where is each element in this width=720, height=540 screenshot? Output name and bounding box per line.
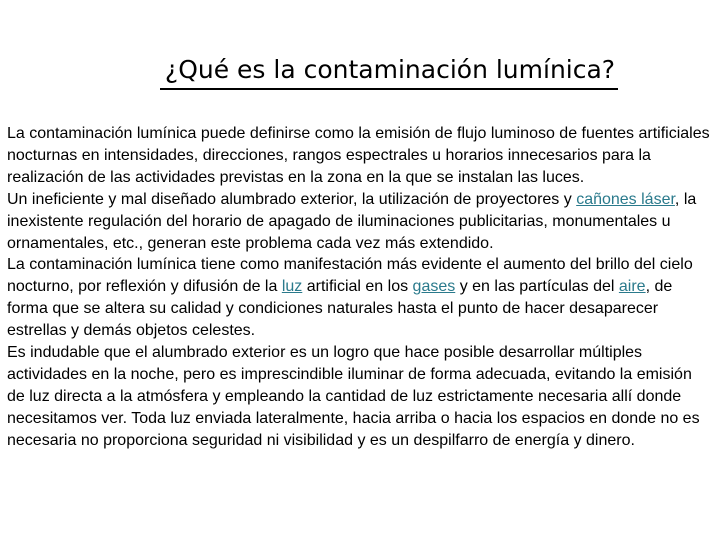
paragraph-manifestation-text-2: artificial en los <box>302 278 413 296</box>
paragraph-causes <box>7 189 713 255</box>
body-text <box>7 123 713 452</box>
link-aire[interactable]: aire <box>618 278 646 296</box>
paragraph-manifestation-text-4: , de forma que se altera su calidad y condiciones naturales hasta el punto de hacer desaparecer estrellas y demás objetos celestes. <box>7 278 673 340</box>
link-gases[interactable]: gases <box>412 278 456 296</box>
link-luz[interactable]: luz <box>281 278 303 296</box>
paragraph-causes-text-1: Un ineficiente y mal diseñado alumbrado exterior, la utilización de proyectores y <box>7 190 577 208</box>
paragraph-definition: La contaminación lumínica puede definirse como la emisión de flujo luminoso de fuentes artificiales nocturnas en intensidades, direcciones, rangos espectrales u horarios innecesarios para la realización de las actividades previstas en la zona en la que se instalan las luces. <box>7 125 710 186</box>
paragraph-manifestation-text-1: La contaminación lumínica tiene como manifestación más evidente el aumento del brillo del cielo nocturno, por reflexión y difusión de la <box>7 256 693 296</box>
link-canones-laser[interactable]: cañones láser <box>576 190 675 208</box>
paragraph-causes-text-2: , la inexistente regulación del horario de apagado de iluminaciones publicitarias, monumentales u ornamentales, etc., generan este problema cada vez más extendido. <box>7 190 697 252</box>
page-title: ¿Qué es la contaminación lumínica? <box>164 55 616 84</box>
paragraph-manifestation <box>7 254 713 342</box>
paragraph-conclusion: Es indudable que el alumbrado exterior es un logro que hace posible desarrollar múltiples actividades en la noche, pero es imprescindible iluminar de forma adecuada, evitando la emisión de luz directa a la atmósfera y empleando la cantidad de luz estrictamente necesaria allí donde necesitamos ver. Toda luz enviada lateralmente, hacia arriba o hacia los espacios en donde no es necesaria no proporciona seguridad ni visibilidad y es un despilfarro de energía y dinero. <box>7 344 700 449</box>
title-underline <box>160 88 618 90</box>
paragraph-manifestation-text-3: y en las partículas del <box>455 278 619 296</box>
